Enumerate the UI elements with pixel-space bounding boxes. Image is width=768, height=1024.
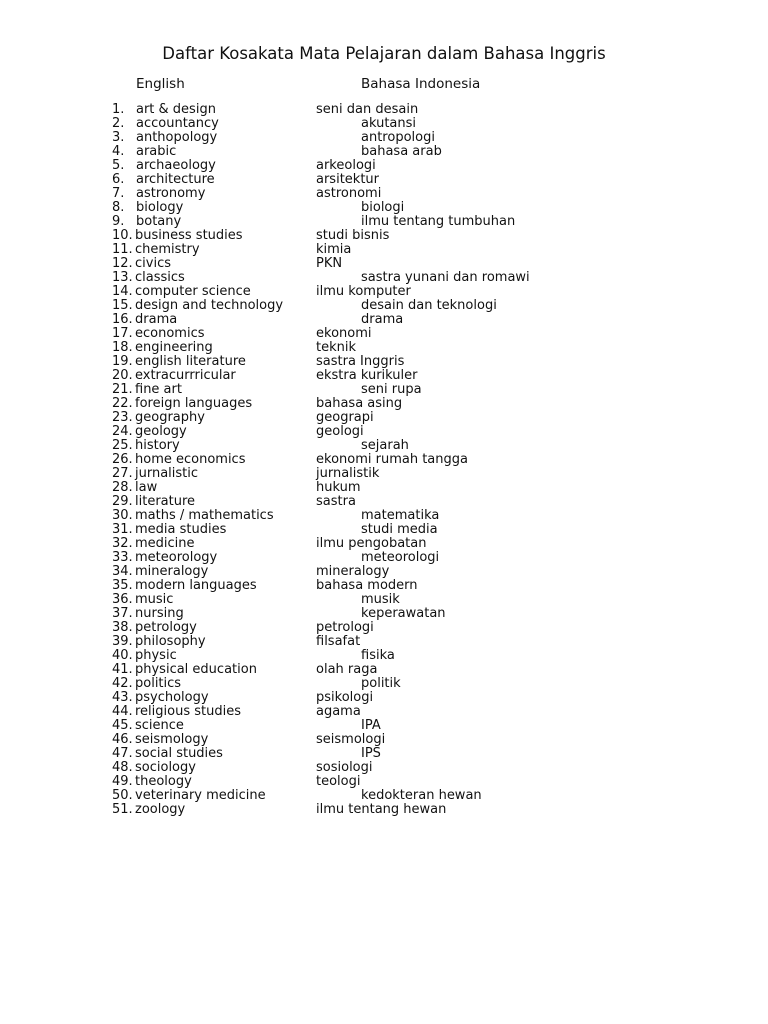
english-term: extracurrricular xyxy=(135,368,236,383)
indonesian-term: astronomi xyxy=(316,186,382,201)
indonesian-term: jurnalistik xyxy=(316,466,380,481)
english-term: media studies xyxy=(135,522,227,537)
list-item xyxy=(0,327,768,341)
item-number: 34. xyxy=(112,564,133,579)
english-term: maths / mathematics xyxy=(135,508,274,523)
indonesian-term: ilmu tentang tumbuhan xyxy=(361,214,516,229)
list-item xyxy=(0,173,768,187)
english-term: geography xyxy=(135,410,205,425)
list-item xyxy=(0,369,768,383)
english-term: fine art xyxy=(135,382,182,397)
indonesian-term: keperawatan xyxy=(361,606,446,621)
list-item xyxy=(0,187,768,201)
list-item xyxy=(0,649,768,663)
item-number: 22. xyxy=(112,396,133,411)
item-number: 18. xyxy=(112,340,133,355)
list-item xyxy=(0,733,768,747)
item-number: 7. xyxy=(112,186,125,201)
item-number: 15. xyxy=(112,298,133,313)
item-number: 13. xyxy=(112,270,133,285)
list-item xyxy=(0,523,768,537)
item-number: 5. xyxy=(112,158,125,173)
item-number: 20. xyxy=(112,368,133,383)
list-item xyxy=(0,313,768,327)
list-item xyxy=(0,607,768,621)
english-term: petrology xyxy=(135,620,197,635)
english-term: veterinary medicine xyxy=(135,788,266,803)
indonesian-term: arsitektur xyxy=(316,172,380,187)
list-item xyxy=(0,215,768,229)
english-term: civics xyxy=(135,256,171,271)
item-number: 37. xyxy=(112,606,133,621)
english-term: english literature xyxy=(135,354,246,369)
english-term: classics xyxy=(135,270,185,285)
item-number: 3. xyxy=(112,130,125,145)
list-item xyxy=(0,747,768,761)
list-item xyxy=(0,467,768,481)
item-number: 47. xyxy=(112,746,133,761)
indonesian-term: psikologi xyxy=(316,690,374,705)
english-term: engineering xyxy=(135,340,213,355)
item-number: 27. xyxy=(112,466,133,481)
indonesian-term: agama xyxy=(316,704,361,719)
list-item xyxy=(0,271,768,285)
list-item xyxy=(0,635,768,649)
list-item xyxy=(0,705,768,719)
item-number: 50. xyxy=(112,788,133,803)
item-number: 43. xyxy=(112,690,133,705)
item-number: 48. xyxy=(112,760,133,775)
list-item xyxy=(0,803,768,817)
list-item xyxy=(0,663,768,677)
indonesian-term: studi media xyxy=(361,522,438,537)
list-item xyxy=(0,509,768,523)
list-item xyxy=(0,425,768,439)
indonesian-term: arkeologi xyxy=(316,158,376,173)
item-number: 40. xyxy=(112,648,133,663)
item-number: 6. xyxy=(112,172,125,187)
english-term: sociology xyxy=(135,760,196,775)
indonesian-term: sejarah xyxy=(361,438,409,453)
item-number: 19. xyxy=(112,354,133,369)
item-number: 39. xyxy=(112,634,133,649)
english-term: medicine xyxy=(135,536,195,551)
indonesian-term: sastra Inggris xyxy=(316,354,405,369)
english-term: physic xyxy=(135,648,177,663)
english-term: nursing xyxy=(135,606,184,621)
indonesian-term: olah raga xyxy=(316,662,378,677)
indonesian-term: seni dan desain xyxy=(316,102,419,117)
english-term: seismology xyxy=(135,732,209,747)
indonesian-term: drama xyxy=(361,312,404,327)
english-term: computer science xyxy=(135,284,251,299)
list-item xyxy=(0,285,768,299)
item-number: 51. xyxy=(112,802,133,817)
indonesian-term: hukum xyxy=(316,480,361,495)
item-number: 21. xyxy=(112,382,133,397)
item-number: 14. xyxy=(112,284,133,299)
english-term: meteorology xyxy=(135,550,218,565)
item-number: 29. xyxy=(112,494,133,509)
list-item xyxy=(0,481,768,495)
list-item xyxy=(0,397,768,411)
indonesian-term: meteorologi xyxy=(361,550,440,565)
english-term: home economics xyxy=(135,452,246,467)
item-number: 32. xyxy=(112,536,133,551)
english-term: literature xyxy=(135,494,196,509)
item-number: 35. xyxy=(112,578,133,593)
list-item xyxy=(0,103,768,117)
indonesian-term: biologi xyxy=(361,200,405,215)
list-item xyxy=(0,117,768,131)
item-number: 44. xyxy=(112,704,133,719)
english-term: social studies xyxy=(135,746,223,761)
indonesian-term: antropologi xyxy=(361,130,435,145)
indonesian-term: IPS xyxy=(361,746,381,761)
indonesian-term: fisika xyxy=(361,648,395,663)
indonesian-term: ilmu pengobatan xyxy=(316,536,427,551)
english-term: drama xyxy=(135,312,178,327)
indonesian-term: akutansi xyxy=(361,116,417,131)
indonesian-term: PKN xyxy=(316,256,343,271)
item-number: 23. xyxy=(112,410,133,425)
item-number: 49. xyxy=(112,774,133,789)
indonesian-term: geograpi xyxy=(316,410,374,425)
list-item xyxy=(0,257,768,271)
english-term: archaeology xyxy=(136,158,216,173)
item-number: 25. xyxy=(112,438,133,453)
english-term: accountancy xyxy=(136,116,219,131)
indonesian-term: kedokteran hewan xyxy=(361,788,482,803)
column-header-english: English xyxy=(136,76,185,92)
list-item xyxy=(0,159,768,173)
item-number: 45. xyxy=(112,718,133,733)
list-item xyxy=(0,243,768,257)
indonesian-term: petrologi xyxy=(316,620,374,635)
list-item xyxy=(0,761,768,775)
list-item xyxy=(0,299,768,313)
indonesian-term: bahasa modern xyxy=(316,578,418,593)
column-header-indonesian: Bahasa Indonesia xyxy=(361,76,481,92)
indonesian-term: IPA xyxy=(361,718,381,733)
indonesian-term: desain dan teknologi xyxy=(361,298,497,313)
indonesian-term: ilmu komputer xyxy=(316,284,411,299)
english-term: history xyxy=(135,438,180,453)
list-item xyxy=(0,775,768,789)
indonesian-term: studi bisnis xyxy=(316,228,390,243)
item-number: 30. xyxy=(112,508,133,523)
document-title: Daftar Kosakata Mata Pelajaran dalam Bahasa Inggris xyxy=(162,44,606,63)
indonesian-term: seni rupa xyxy=(361,382,422,397)
english-term: theology xyxy=(135,774,192,789)
list-item xyxy=(0,341,768,355)
item-number: 9. xyxy=(112,214,125,229)
english-term: foreign languages xyxy=(135,396,253,411)
item-number: 2. xyxy=(112,116,125,131)
english-term: biology xyxy=(136,200,184,215)
indonesian-term: ekstra kurikuler xyxy=(316,368,418,383)
english-term: philosophy xyxy=(135,634,206,649)
english-term: jurnalistic xyxy=(135,466,199,481)
item-number: 11. xyxy=(112,242,133,257)
item-number: 41. xyxy=(112,662,133,677)
english-term: modern languages xyxy=(135,578,257,593)
english-term: psychology xyxy=(135,690,209,705)
list-item xyxy=(0,229,768,243)
list-item xyxy=(0,789,768,803)
english-term: law xyxy=(135,480,158,495)
english-term: physical education xyxy=(135,662,257,677)
indonesian-term: filsafat xyxy=(316,634,361,649)
indonesian-term: politik xyxy=(361,676,401,691)
item-number: 26. xyxy=(112,452,133,467)
english-term: anthopology xyxy=(136,130,218,145)
list-item xyxy=(0,579,768,593)
indonesian-term: musik xyxy=(361,592,400,607)
indonesian-term: bahasa arab xyxy=(361,144,442,159)
item-number: 28. xyxy=(112,480,133,495)
list-item xyxy=(0,383,768,397)
item-number: 10. xyxy=(112,228,133,243)
english-term: art & design xyxy=(136,102,216,117)
list-item xyxy=(0,565,768,579)
item-number: 24. xyxy=(112,424,133,439)
item-number: 1. xyxy=(112,102,125,117)
english-term: arabic xyxy=(136,144,177,159)
english-term: religious studies xyxy=(135,704,241,719)
list-item xyxy=(0,677,768,691)
list-item xyxy=(0,495,768,509)
indonesian-term: sastra xyxy=(316,494,356,509)
item-number: 4. xyxy=(112,144,125,159)
list-item xyxy=(0,593,768,607)
english-term: chemistry xyxy=(135,242,200,257)
item-number: 36. xyxy=(112,592,133,607)
vocabulary-list xyxy=(0,103,768,817)
english-term: mineralogy xyxy=(135,564,209,579)
indonesian-term: teologi xyxy=(316,774,361,789)
list-item xyxy=(0,719,768,733)
english-term: architecture xyxy=(136,172,215,187)
item-number: 17. xyxy=(112,326,133,341)
indonesian-term: ekonomi xyxy=(316,326,372,341)
item-number: 12. xyxy=(112,256,133,271)
indonesian-term: bahasa asing xyxy=(316,396,403,411)
indonesian-term: ekonomi rumah tangga xyxy=(316,452,468,467)
list-item xyxy=(0,439,768,453)
indonesian-term: ilmu tentang hewan xyxy=(316,802,447,817)
list-item xyxy=(0,691,768,705)
english-term: zoology xyxy=(135,802,186,817)
item-number: 8. xyxy=(112,200,125,215)
list-item xyxy=(0,201,768,215)
list-item xyxy=(0,145,768,159)
english-term: astronomy xyxy=(136,186,206,201)
item-number: 16. xyxy=(112,312,133,327)
english-term: geology xyxy=(135,424,187,439)
list-item xyxy=(0,411,768,425)
indonesian-term: teknik xyxy=(316,340,357,355)
list-item xyxy=(0,355,768,369)
list-item xyxy=(0,453,768,467)
item-number: 33. xyxy=(112,550,133,565)
list-item xyxy=(0,621,768,635)
english-term: design and technology xyxy=(135,298,284,313)
indonesian-term: matematika xyxy=(361,508,440,523)
list-item xyxy=(0,131,768,145)
english-term: music xyxy=(135,592,174,607)
indonesian-term: mineralogy xyxy=(316,564,390,579)
item-number: 31. xyxy=(112,522,133,537)
english-term: politics xyxy=(135,676,182,691)
english-term: business studies xyxy=(135,228,243,243)
english-term: botany xyxy=(136,214,182,229)
indonesian-term: sosiologi xyxy=(316,760,373,775)
english-term: economics xyxy=(135,326,205,341)
item-number: 42. xyxy=(112,676,133,691)
item-number: 46. xyxy=(112,732,133,747)
indonesian-term: kimia xyxy=(316,242,352,257)
indonesian-term: seismologi xyxy=(316,732,386,747)
list-item xyxy=(0,537,768,551)
list-item xyxy=(0,551,768,565)
english-term: science xyxy=(135,718,184,733)
indonesian-term: sastra yunani dan romawi xyxy=(361,270,530,285)
indonesian-term: geologi xyxy=(316,424,364,439)
item-number: 38. xyxy=(112,620,133,635)
